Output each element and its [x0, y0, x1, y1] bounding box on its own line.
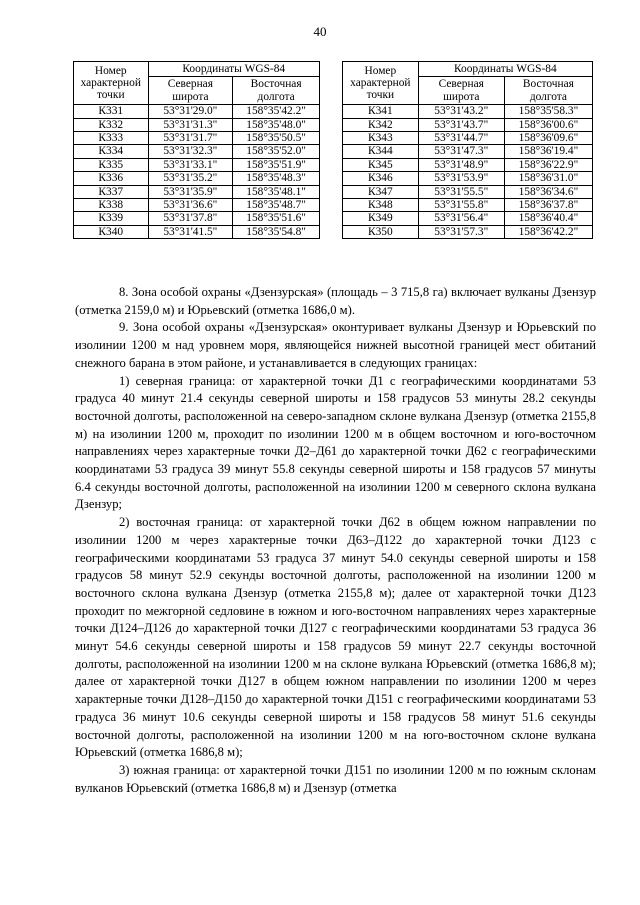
header-latitude: Северная широта [148, 77, 233, 105]
cell-point-number: К332 [74, 118, 149, 131]
body-text [75, 284, 596, 797]
table-row [343, 132, 593, 145]
cell-point-number: К341 [343, 105, 419, 118]
header-coordinates-group: Координаты WGS-84 [148, 62, 320, 77]
coordinates-table-right [342, 61, 593, 239]
table-row [343, 118, 593, 131]
page-number: 40 [313, 24, 327, 39]
cell-latitude: 53°31'55.8" [418, 199, 504, 212]
cell-latitude: 53°31'32.3" [148, 145, 233, 158]
table-row [74, 185, 320, 198]
cell-longitude: 158°35'50.5" [233, 132, 320, 145]
header-point-number: Номер характерной точки [343, 62, 419, 105]
paragraph-9: 9. Зона особой охраны «Дзензурская» оконтуривает вулканы Дзензур и Юрьевский по изолинии 1200 м над уровнем моря, являющейся нижней высотной границей мест обитаний снежного барана в этом районе, и устанавливается в следующих границах: [75, 320, 596, 370]
cell-point-number: К339 [74, 212, 149, 225]
cell-point-number: К336 [74, 172, 149, 185]
cell-latitude: 53°31'35.9" [148, 185, 233, 198]
cell-latitude: 53°31'31.7" [148, 132, 233, 145]
paragraph-south-boundary: 3) южная граница: от характерной точки Д151 по изолинии 1200 м по южным склонам вулканов Юрьевский (отметка 1686,8 м) и Дзензур (отметка [75, 762, 596, 795]
cell-longitude: 158°36'00.6" [504, 118, 592, 131]
cell-longitude: 158°36'09.6" [504, 132, 592, 145]
cell-point-number: К338 [74, 199, 149, 212]
table-row [343, 158, 593, 171]
table-row [74, 172, 320, 185]
coordinates-table-left-body [74, 105, 320, 239]
cell-point-number: К346 [343, 172, 419, 185]
cell-longitude: 158°35'48.0" [233, 118, 320, 131]
table-row [343, 145, 593, 158]
table-row [343, 212, 593, 225]
cell-latitude: 53°31'35.2" [148, 172, 233, 185]
cell-point-number: К344 [343, 145, 419, 158]
cell-longitude: 158°35'48.1" [233, 185, 320, 198]
cell-longitude: 158°36'34.6" [504, 185, 592, 198]
paragraph-north-boundary: 1) северная граница: от характерной точки Д1 с географическими координатами 53 градуса 40 минут 21.4 секунды северной широты и 158 градусов 53 минуты 28.2 секунды восточной долготы, расположенной на северо-западном склоне вулкана Дзензур (отметка 2155,8 м) на изолинии 1200 м, проходит по изолинии 1200 м в общем восточном и юго-восточном направлениях через характерные точки Д2–Д61 до характерной точки Д62 с географическими координатами 53 градуса 39 минут 55.8 секунды северной широты и 158 градусов 57 минуты 6.4 секунды восточной долготы, расположенной на изолинии 1200 м северного склона вулкана Дзензур; [75, 373, 596, 512]
cell-latitude: 53°31'43.2" [418, 105, 504, 118]
cell-longitude: 158°35'58.3" [504, 105, 592, 118]
table-row [343, 199, 593, 212]
cell-point-number: К335 [74, 158, 149, 171]
cell-point-number: К345 [343, 158, 419, 171]
cell-longitude: 158°36'40.4" [504, 212, 592, 225]
cell-latitude: 53°31'56.4" [418, 212, 504, 225]
cell-latitude: 53°31'37.8" [148, 212, 233, 225]
cell-latitude: 53°31'57.3" [418, 225, 504, 238]
table-row [343, 105, 593, 118]
table-row [74, 199, 320, 212]
cell-latitude: 53°31'43.7" [418, 118, 504, 131]
cell-point-number: К331 [74, 105, 149, 118]
cell-longitude: 158°35'52.0" [233, 145, 320, 158]
coordinates-table-left [73, 61, 320, 239]
paragraph-east-boundary: 2) восточная граница: от характерной точки Д62 в общем южном направлении по изолинии 1200 м через характерные точки Д63–Д122 до характерной точки Д123 с географическими координатами 53 градуса 37 минут 54.0 секунды северной широты и 158 градусов 58 минут 52.9 секунды восточной долготы, расположенной на изолинии 1200 м восточного склона вулкана Дзензур (отметка 2155,8 м); далее от характерной точки Д123 проходит по межгорной седловине в южном и юго-восточном направлениях через характерные точки Д124–Д126 до характерной точки Д127 с географическими координатами 53 градуса 36 минут 54.6 секунды северной широты и 158 градусов 59 минут 22.7 секунды восточной долготы, расположенной на изолинии 1200 м на склоне вулкана Юрьевский (отметка 1686,8 м); далее от характерной точки Д127 в общем южном направлении по изолинии 1200 м через характерные точки Д128–Д150 до характерной точки Д151 с географическими координатами 53 градуса 36 минут 10.6 секунды северной широты и 158 градусов 58 минут 51.6 секунды восточной долготы, расположенной на изолинии 1200 м на юго-восточном склоне вулкана Юрьевский (отметка 1686,8 м); [75, 515, 596, 760]
header-longitude: Восточная долгота [233, 77, 320, 105]
table-row [74, 118, 320, 131]
cell-point-number: К347 [343, 185, 419, 198]
cell-longitude: 158°36'37.8" [504, 199, 592, 212]
cell-point-number: К348 [343, 199, 419, 212]
cell-point-number: К342 [343, 118, 419, 131]
table-row [74, 212, 320, 225]
cell-longitude: 158°35'42.2" [233, 105, 320, 118]
cell-latitude: 53°31'31.3" [148, 118, 233, 131]
table-row [74, 145, 320, 158]
coordinates-table-right-body [343, 105, 593, 239]
cell-latitude: 53°31'47.3" [418, 145, 504, 158]
cell-longitude: 158°36'31.0" [504, 172, 592, 185]
cell-latitude: 53°31'55.5" [418, 185, 504, 198]
cell-latitude: 53°31'41.5" [148, 225, 233, 238]
cell-latitude: 53°31'29.0" [148, 105, 233, 118]
cell-longitude: 158°35'48.7" [233, 199, 320, 212]
cell-longitude: 158°35'51.9" [233, 158, 320, 171]
table-row [74, 105, 320, 118]
header-latitude: Северная широта [418, 77, 504, 105]
cell-longitude: 158°36'19.4" [504, 145, 592, 158]
header-longitude: Восточная долгота [504, 77, 592, 105]
table-row [343, 172, 593, 185]
cell-point-number: К349 [343, 212, 419, 225]
table-row [74, 158, 320, 171]
cell-latitude: 53°31'48.9" [418, 158, 504, 171]
table-row [74, 132, 320, 145]
cell-longitude: 158°35'54.8" [233, 225, 320, 238]
cell-point-number: К334 [74, 145, 149, 158]
header-coordinates-group: Координаты WGS-84 [418, 62, 592, 77]
table-row [343, 185, 593, 198]
cell-point-number: К340 [74, 225, 149, 238]
cell-point-number: К350 [343, 225, 419, 238]
paragraph-8: 8. Зона особой охраны «Дзензурская» (площадь – 3 715,8 га) включает вулканы Дзензур (отметка 2159,0 м) и Юрьевский (отметка 1686,0 м). [75, 285, 596, 317]
cell-latitude: 53°31'36.6" [148, 199, 233, 212]
cell-longitude: 158°36'42.2" [504, 225, 592, 238]
cell-longitude: 158°35'51.6" [233, 212, 320, 225]
table-row [74, 225, 320, 238]
cell-longitude: 158°35'48.3" [233, 172, 320, 185]
cell-point-number: К337 [74, 185, 149, 198]
cell-latitude: 53°31'44.7" [418, 132, 504, 145]
cell-longitude: 158°36'22.9" [504, 158, 592, 171]
cell-point-number: К343 [343, 132, 419, 145]
table-row [343, 225, 593, 238]
cell-latitude: 53°31'33.1" [148, 158, 233, 171]
header-point-number: Номер характерной точки [74, 62, 149, 105]
cell-point-number: К333 [74, 132, 149, 145]
cell-latitude: 53°31'53.9" [418, 172, 504, 185]
